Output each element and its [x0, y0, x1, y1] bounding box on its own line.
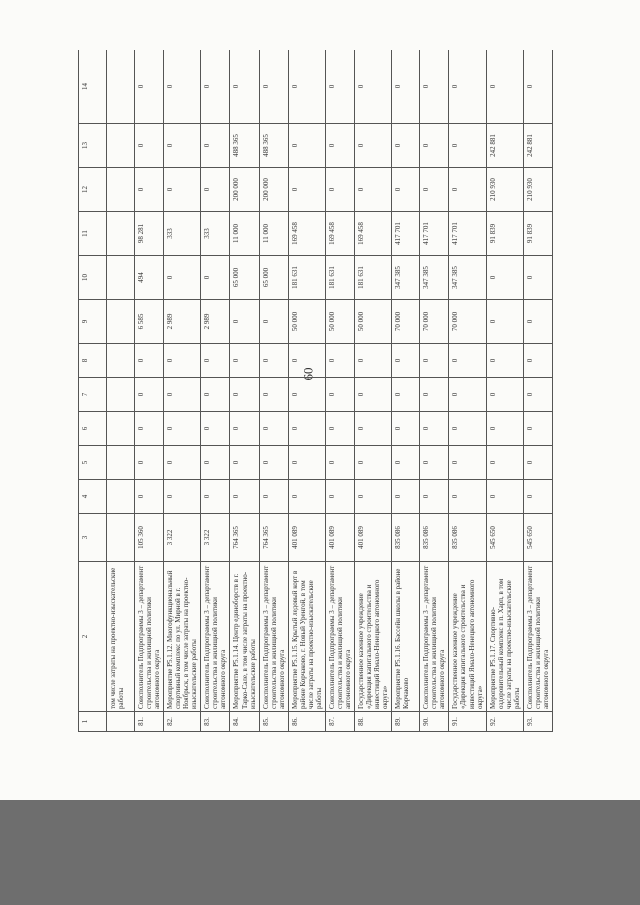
- table-row: [230, 50, 259, 732]
- value-cell: 50 000: [288, 300, 325, 344]
- value-cell: 0: [164, 344, 201, 378]
- column-header: 1: [79, 712, 107, 732]
- row-number-cell: [107, 712, 135, 732]
- value-cell: [107, 124, 135, 168]
- value-cell: 0: [523, 256, 552, 300]
- value-cell: 70 000: [449, 300, 486, 344]
- value-cell: 0: [230, 300, 259, 344]
- value-cell: 764 365: [259, 514, 288, 562]
- description-cell: Мероприятие Р5.1.15. Крытый ледовый корт в районе Корчаково, г. Новый Уренгой, в том числе затраты на проектно-изыскательские работы: [288, 562, 325, 712]
- value-cell: 0: [164, 446, 201, 480]
- value-cell: 6 585: [135, 300, 164, 344]
- value-cell: 0: [449, 412, 486, 446]
- value-cell: 0: [288, 168, 325, 212]
- value-cell: 0: [449, 124, 486, 168]
- value-cell: 0: [449, 50, 486, 124]
- value-cell: 0: [135, 412, 164, 446]
- value-cell: 2 989: [201, 300, 230, 344]
- value-cell: 0: [288, 480, 325, 514]
- value-cell: 0: [449, 480, 486, 514]
- value-cell: 0: [201, 344, 230, 378]
- description-cell: Соисполнитель Подпрограммы 3 – департамент строительства и жилищной политики автономного округа: [523, 562, 552, 712]
- column-header: 9: [79, 300, 107, 344]
- value-cell: 0: [325, 378, 354, 412]
- value-cell: 0: [164, 480, 201, 514]
- value-cell: 401 089: [288, 514, 325, 562]
- value-cell: [107, 256, 135, 300]
- value-cell: 105 360: [135, 514, 164, 562]
- value-cell: 0: [259, 344, 288, 378]
- value-cell: 417 701: [449, 212, 486, 256]
- value-cell: 0: [259, 300, 288, 344]
- value-cell: 0: [355, 480, 392, 514]
- value-cell: 0: [355, 378, 392, 412]
- value-cell: 545 650: [486, 514, 523, 562]
- value-cell: [107, 168, 135, 212]
- value-cell: 242 881: [523, 124, 552, 168]
- table-row: [420, 50, 449, 732]
- column-header: 5: [79, 446, 107, 480]
- value-cell: 0: [392, 168, 420, 212]
- table-row: [135, 50, 164, 732]
- value-cell: 0: [486, 412, 523, 446]
- value-cell: 545 650: [523, 514, 552, 562]
- value-cell: 401 089: [355, 514, 392, 562]
- value-cell: 0: [486, 378, 523, 412]
- value-cell: 0: [392, 124, 420, 168]
- table-row: [449, 50, 486, 732]
- table-row: [355, 50, 392, 732]
- value-cell: 0: [420, 50, 449, 124]
- value-cell: 0: [201, 480, 230, 514]
- description-cell: Соисполнитель Подпрограммы 3 – департамент строительства и жилищной политики автономного округа: [259, 562, 288, 712]
- value-cell: 3 322: [164, 514, 201, 562]
- row-number-cell: 82.: [164, 712, 201, 732]
- value-cell: 0: [201, 378, 230, 412]
- value-cell: 242 881: [486, 124, 523, 168]
- value-cell: [107, 50, 135, 124]
- table-row: [325, 50, 354, 732]
- rotated-table-frame: [78, 50, 578, 732]
- value-cell: 181 631: [288, 256, 325, 300]
- value-cell: 181 631: [355, 256, 392, 300]
- value-cell: 0: [201, 50, 230, 124]
- value-cell: 0: [486, 300, 523, 344]
- value-cell: 0: [355, 344, 392, 378]
- value-cell: 0: [325, 168, 354, 212]
- table-header-row: [79, 50, 107, 732]
- value-cell: 0: [449, 446, 486, 480]
- value-cell: 0: [523, 344, 552, 378]
- value-cell: 347 385: [449, 256, 486, 300]
- value-cell: 0: [288, 412, 325, 446]
- value-cell: 0: [325, 50, 354, 124]
- row-number-cell: 93.: [523, 712, 552, 732]
- description-cell: Мероприятие Р5.1.16. Бассейн школы в районе Корчаково: [392, 562, 420, 712]
- value-cell: 200 000: [230, 168, 259, 212]
- description-cell: Государственное казенное учреждение «Дирекция капитального строительства и инвестиций Ямало-Ненецкого автономного округа»: [355, 562, 392, 712]
- value-cell: 0: [230, 480, 259, 514]
- value-cell: 0: [259, 480, 288, 514]
- value-cell: 0: [420, 446, 449, 480]
- value-cell: 0: [325, 124, 354, 168]
- value-cell: 333: [164, 212, 201, 256]
- row-number-cell: 81.: [135, 712, 164, 732]
- value-cell: 0: [164, 256, 201, 300]
- value-cell: 0: [325, 344, 354, 378]
- budget-table: [78, 50, 553, 732]
- value-cell: 0: [523, 446, 552, 480]
- value-cell: 0: [201, 412, 230, 446]
- value-cell: 0: [230, 50, 259, 124]
- value-cell: 333: [201, 212, 230, 256]
- table-row: [523, 50, 552, 732]
- value-cell: [107, 378, 135, 412]
- scan-background: [0, 800, 640, 905]
- table-row: [392, 50, 420, 732]
- value-cell: 169 458: [288, 212, 325, 256]
- column-header: 7: [79, 378, 107, 412]
- value-cell: 0: [486, 480, 523, 514]
- value-cell: 0: [164, 378, 201, 412]
- table-body: [107, 50, 553, 732]
- value-cell: [107, 300, 135, 344]
- value-cell: 417 701: [392, 212, 420, 256]
- row-number-cell: 85.: [259, 712, 288, 732]
- value-cell: 0: [392, 480, 420, 514]
- value-cell: 98 281: [135, 212, 164, 256]
- value-cell: 764 365: [230, 514, 259, 562]
- value-cell: [107, 412, 135, 446]
- value-cell: 0: [259, 412, 288, 446]
- value-cell: 0: [392, 446, 420, 480]
- value-cell: 0: [259, 446, 288, 480]
- value-cell: 91 839: [486, 212, 523, 256]
- value-cell: 0: [164, 50, 201, 124]
- row-number-cell: 88.: [355, 712, 392, 732]
- row-number-cell: 87.: [325, 712, 354, 732]
- value-cell: 210 930: [523, 168, 552, 212]
- page-number: 60: [300, 367, 316, 381]
- row-number-cell: 84.: [230, 712, 259, 732]
- value-cell: 0: [392, 50, 420, 124]
- value-cell: 0: [523, 480, 552, 514]
- value-cell: 0: [201, 446, 230, 480]
- value-cell: 0: [135, 446, 164, 480]
- value-cell: 0: [420, 168, 449, 212]
- column-header: 3: [79, 514, 107, 562]
- value-cell: [107, 514, 135, 562]
- description-cell: Соисполнитель Подпрограммы 3 – департамент строительства и жилищной политики автономного округа: [135, 562, 164, 712]
- column-header: 13: [79, 124, 107, 168]
- value-cell: 0: [392, 378, 420, 412]
- value-cell: 0: [523, 412, 552, 446]
- value-cell: 0: [259, 378, 288, 412]
- row-number-cell: 86.: [288, 712, 325, 732]
- table-row: [259, 50, 288, 732]
- value-cell: 2 989: [164, 300, 201, 344]
- value-cell: 0: [486, 344, 523, 378]
- value-cell: 417 701: [420, 212, 449, 256]
- value-cell: 0: [449, 378, 486, 412]
- row-number-cell: 91.: [449, 712, 486, 732]
- value-cell: 169 458: [355, 212, 392, 256]
- table-row: [201, 50, 230, 732]
- value-cell: 0: [201, 168, 230, 212]
- table-row: [486, 50, 523, 732]
- value-cell: 0: [230, 344, 259, 378]
- value-cell: 0: [288, 50, 325, 124]
- value-cell: 835 086: [449, 514, 486, 562]
- value-cell: 65 000: [230, 256, 259, 300]
- value-cell: 0: [420, 124, 449, 168]
- value-cell: [107, 212, 135, 256]
- row-number-cell: 92.: [486, 712, 523, 732]
- value-cell: 0: [325, 480, 354, 514]
- value-cell: [107, 446, 135, 480]
- value-cell: 0: [420, 480, 449, 514]
- value-cell: 0: [259, 50, 288, 124]
- value-cell: [107, 344, 135, 378]
- value-cell: 0: [392, 412, 420, 446]
- value-cell: 65 000: [259, 256, 288, 300]
- value-cell: 0: [288, 378, 325, 412]
- value-cell: 0: [164, 412, 201, 446]
- value-cell: 347 385: [392, 256, 420, 300]
- value-cell: 0: [355, 446, 392, 480]
- value-cell: 0: [288, 344, 325, 378]
- value-cell: 835 086: [392, 514, 420, 562]
- column-header: 12: [79, 168, 107, 212]
- value-cell: 494: [135, 256, 164, 300]
- column-header: 11: [79, 212, 107, 256]
- value-cell: 91 839: [523, 212, 552, 256]
- value-cell: 0: [355, 168, 392, 212]
- value-cell: 0: [135, 124, 164, 168]
- value-cell: 0: [355, 50, 392, 124]
- column-header: 10: [79, 256, 107, 300]
- value-cell: 0: [230, 412, 259, 446]
- table-row: [288, 50, 325, 732]
- value-cell: 488 365: [259, 124, 288, 168]
- value-cell: 488 365: [230, 124, 259, 168]
- value-cell: 0: [449, 344, 486, 378]
- description-cell: Соисполнитель Подпрограммы 3 – департамент строительства и жилищной политики автономного округа: [420, 562, 449, 712]
- value-cell: 50 000: [355, 300, 392, 344]
- value-cell: 0: [523, 50, 552, 124]
- description-cell: Соисполнитель Подпрограммы 3 – департамент строительства и жилищной политики автономного округа: [325, 562, 354, 712]
- column-header: 8: [79, 344, 107, 378]
- value-cell: 401 089: [325, 514, 354, 562]
- value-cell: 0: [135, 344, 164, 378]
- description-cell: Мероприятие Р5.1.17. Спортивно-оздоровительный комплекс в п. Харп, в том числе затраты на проектно-изыскательские работы: [486, 562, 523, 712]
- value-cell: 347 385: [420, 256, 449, 300]
- description-cell: Государственное казенное учреждение «Дирекция капитального строительства и инвестиций Ямало-Ненецкого автономного округа»: [449, 562, 486, 712]
- value-cell: 0: [486, 50, 523, 124]
- description-cell: Мероприятие Р5.1.12. Многофункциональный спортивный комплекс по ул. Мирной в г. Ноябрьск, в том числе затраты на проектно-изыскательские работы: [164, 562, 201, 712]
- value-cell: 0: [201, 256, 230, 300]
- description-cell: Мероприятие Р5.1.14. Центр единоборств в г. Тарко-Сале, в том числе затраты на проектно-изыскательские работы: [230, 562, 259, 712]
- value-cell: 0: [325, 446, 354, 480]
- value-cell: 0: [288, 446, 325, 480]
- value-cell: 3 322: [201, 514, 230, 562]
- rotated-table-area: [78, 50, 578, 732]
- value-cell: 70 000: [420, 300, 449, 344]
- description-cell: Соисполнитель Подпрограммы 3 – департамент строительства и жилищной политики автономного округа: [201, 562, 230, 712]
- value-cell: 0: [355, 124, 392, 168]
- value-cell: 50 000: [325, 300, 354, 344]
- value-cell: 181 631: [325, 256, 354, 300]
- column-header: 14: [79, 50, 107, 124]
- column-header: 6: [79, 412, 107, 446]
- description-cell: том числе затраты на проектно-изыскательские работы: [107, 562, 135, 712]
- value-cell: 210 930: [486, 168, 523, 212]
- value-cell: 200 000: [259, 168, 288, 212]
- column-header: 4: [79, 480, 107, 514]
- row-number-cell: 90.: [420, 712, 449, 732]
- value-cell: 0: [135, 50, 164, 124]
- value-cell: 0: [523, 378, 552, 412]
- value-cell: 0: [420, 344, 449, 378]
- value-cell: 0: [135, 378, 164, 412]
- value-cell: 0: [288, 124, 325, 168]
- value-cell: 0: [486, 256, 523, 300]
- value-cell: 0: [420, 412, 449, 446]
- value-cell: 0: [486, 446, 523, 480]
- table-row: [164, 50, 201, 732]
- value-cell: [107, 480, 135, 514]
- value-cell: 0: [523, 300, 552, 344]
- value-cell: 0: [449, 168, 486, 212]
- row-number-cell: 83.: [201, 712, 230, 732]
- value-cell: 0: [392, 344, 420, 378]
- value-cell: 0: [230, 378, 259, 412]
- value-cell: 0: [355, 412, 392, 446]
- column-header: 2: [79, 562, 107, 712]
- value-cell: 0: [420, 378, 449, 412]
- table-row: [107, 50, 135, 732]
- value-cell: 11 000: [230, 212, 259, 256]
- value-cell: 0: [164, 124, 201, 168]
- value-cell: 835 086: [420, 514, 449, 562]
- value-cell: 0: [135, 480, 164, 514]
- value-cell: 11 000: [259, 212, 288, 256]
- row-number-cell: 89.: [392, 712, 420, 732]
- value-cell: 0: [135, 168, 164, 212]
- value-cell: 0: [325, 412, 354, 446]
- value-cell: 169 458: [325, 212, 354, 256]
- value-cell: 70 000: [392, 300, 420, 344]
- value-cell: 0: [164, 168, 201, 212]
- value-cell: 0: [201, 124, 230, 168]
- value-cell: 0: [230, 446, 259, 480]
